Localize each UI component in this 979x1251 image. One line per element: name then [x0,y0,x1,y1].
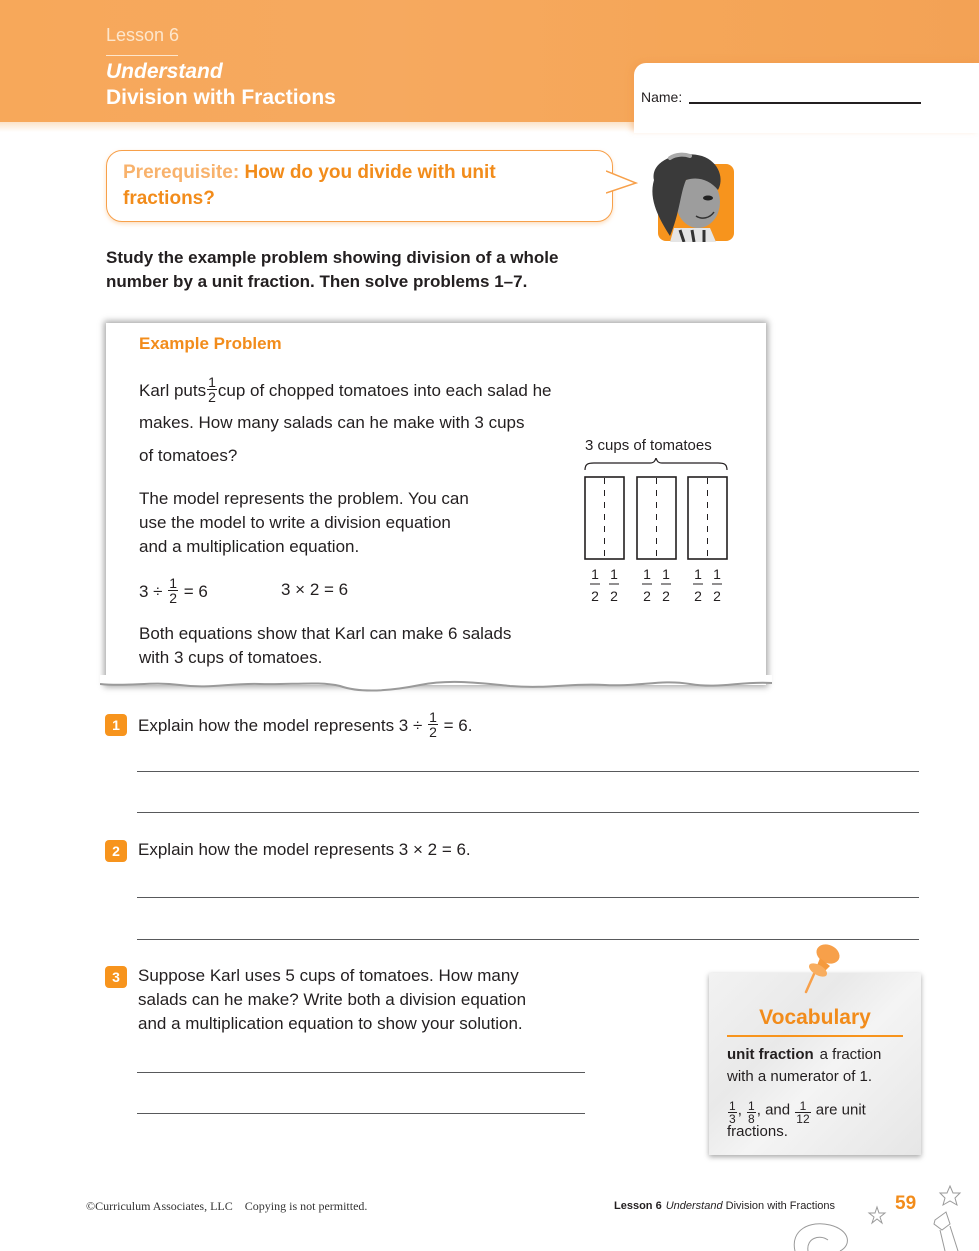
prerequisite-question [123,160,593,212]
student-avatar-icon [640,150,735,242]
question-2-badge: 2 [105,840,127,862]
fraction-numerator: 1 [795,1100,810,1113]
vocabulary-title: Vocabulary [759,1006,871,1029]
question-3-line3: and a multiplication equation to show your solution. [138,1014,523,1033]
svg-text:1: 1 [662,566,670,582]
fraction-denominator: 8 [748,1112,755,1126]
fraction-one-third [728,1100,737,1125]
division-eq-right: = 6 [183,581,208,601]
model-text-line2: use the model to write a division equation [139,513,451,532]
question-1-prefix: Explain how the model represents 3 ÷ [138,715,423,735]
cups-model-diagram [582,458,732,608]
fraction-denominator: 3 [729,1112,736,1126]
fraction-one-half [168,576,178,605]
vocabulary-title-rule [727,1035,903,1037]
conclusion-line2: with 3 cups of tomatoes. [139,648,323,667]
lesson-title-italic: Understand [106,60,223,83]
question-3-line2: salads can he make? Write both a division equation [138,990,527,1009]
question-3-answer-line-2[interactable] [137,1113,585,1114]
examples-and: and [765,1101,791,1119]
question-1-text [138,709,473,741]
pushpin-icon [802,940,846,996]
instructions [106,246,626,294]
prerequisite-question-line2: fractions? [123,188,215,209]
question-1-badge: 1 [105,714,127,736]
fraction-one-half [207,375,217,404]
footer-copyright: ©Curriculum Associates, LLC Copying is not permitted. [86,1199,368,1213]
model-text-line1: The model represents the problem. You can [139,489,469,508]
fraction-denominator: 2 [429,724,437,740]
model-label: 3 cups of tomatoes [585,437,712,454]
fraction-numerator: 1 [729,1099,736,1113]
fraction-denominator: 12 [796,1112,810,1126]
vocabulary-definition-part1: a fraction [819,1046,882,1063]
name-panel [634,63,979,133]
vocabulary-examples [727,1098,907,1141]
footer-lesson-number: Lesson 6 [614,1200,662,1212]
problem-prefix: Karl puts [139,380,207,400]
lesson-label: Lesson 6 [106,25,180,45]
svg-text:2: 2 [643,588,651,604]
question-3-answer-line-1[interactable] [137,1072,585,1073]
examples-suffix2: fractions. [727,1123,788,1140]
instructions-line1: Study the example problem showing division of a whole [106,248,559,267]
fraction-numerator: 1 [208,374,216,390]
example-problem-line1 [139,374,552,406]
question-3-text [138,964,526,1036]
separator: , [756,1101,761,1119]
footer-lesson-rest: Division with Fractions [725,1200,836,1212]
svg-text:2: 2 [694,588,702,604]
fraction-denominator: 2 [169,590,178,606]
lesson-title: Division with Fractions [106,86,336,109]
vocabulary-term: unit fraction [727,1046,814,1063]
name-input-line[interactable] [689,102,921,104]
question-1-answer-line-2[interactable] [137,812,919,813]
examples-suffix: are unit [815,1101,866,1119]
question-3-line1: Suppose Karl uses 5 cups of tomatoes. How many [138,966,519,985]
svg-text:1: 1 [694,566,702,582]
prerequisite-lead: Prerequisite: [123,162,240,183]
fraction-numerator: 1 [748,1099,755,1113]
conclusion-line1: Both equations show that Karl can make 6 salads [139,624,512,643]
fraction-denominator: 2 [208,389,216,405]
svg-text:1: 1 [591,566,599,582]
example-problem-line2: makes. How many salads can he make with 3 cups [139,413,525,432]
svg-text:1: 1 [643,566,651,582]
question-2-text: Explain how the model represents 3 × 2 = 6. [138,840,471,859]
torn-paper-edge [100,675,772,699]
model-text-line3: and a multiplication equation. [139,537,360,556]
fraction-one-half [428,710,438,739]
division-eq-left: 3 ÷ [139,581,163,601]
conclusion [139,622,511,670]
svg-text:2: 2 [713,588,721,604]
example-problem-title: Example Problem [139,334,282,353]
vocabulary-definition [727,1044,907,1088]
model-explanation [139,487,469,559]
prerequisite-question-line1: How do you divide with unit [244,162,496,183]
multiplication-equation: 3 × 2 = 6 [281,580,349,599]
division-equation [139,575,208,607]
question-2-answer-line-1[interactable] [137,897,919,898]
speech-bubble-tail-icon [606,167,638,197]
separator: , [737,1101,742,1119]
example-problem-line3: of tomatoes? [139,446,238,465]
footer-lesson-italic: Understand [665,1200,723,1212]
question-1-answer-line-1[interactable] [137,771,919,772]
vocabulary-definition-part2: with a numerator of 1. [727,1068,873,1085]
svg-text:2: 2 [610,588,618,604]
svg-text:2: 2 [662,588,670,604]
question-3-badge: 3 [105,966,127,988]
problem-line1-rest: cup of chopped tomatoes into each salad he [217,380,552,400]
svg-text:1: 1 [713,566,721,582]
star-swirl-doodle-icon [780,1180,979,1251]
instructions-line2: number by a unit fraction. Then solve problems 1–7. [106,272,528,291]
svg-text:2: 2 [591,588,599,604]
lesson-rule-divider [106,55,178,56]
question-1-suffix: = 6. [443,715,473,735]
svg-text:1: 1 [610,566,618,582]
page-number: 59 [895,1193,917,1214]
fraction-one-twelfth [795,1100,810,1125]
fraction-numerator: 1 [169,575,178,591]
fraction-numerator: 1 [429,709,437,725]
fraction-one-eighth [747,1100,756,1125]
name-label: Name: [641,89,683,105]
brace-icon [585,458,727,470]
